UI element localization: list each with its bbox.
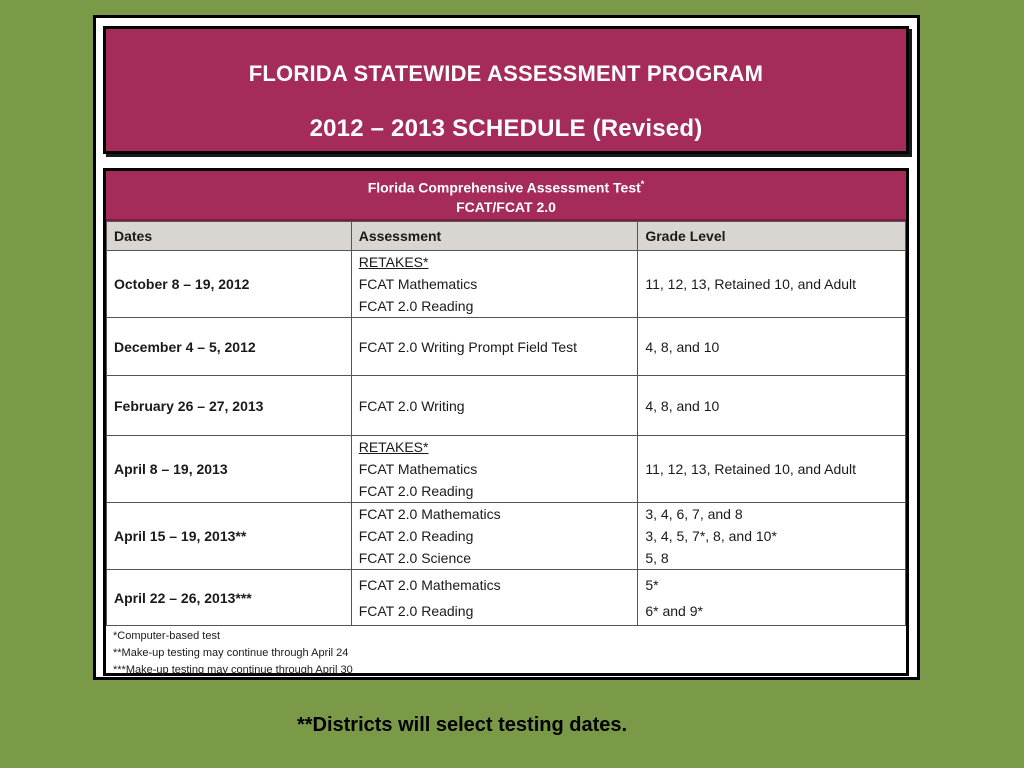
- column-header-dates: Dates: [107, 222, 352, 251]
- assessment-line: FCAT Mathematics: [358, 276, 478, 292]
- footnote: ***Make-up testing may continue through April 30: [113, 664, 353, 676]
- assessment-line: FCAT 2.0 Science: [358, 550, 472, 566]
- grade-cell: [638, 436, 906, 503]
- assessment-line: FCAT 2.0 Mathematics: [358, 506, 501, 522]
- grade-line: 6* and 9*: [645, 602, 703, 619]
- footnote: **Make-up testing may continue through April 24: [113, 647, 349, 659]
- date-cell: October 8 – 19, 2012: [107, 251, 352, 318]
- assessment-cell: [351, 251, 638, 318]
- grade-line: 4, 8, and 10: [645, 397, 720, 414]
- date-cell: April 22 – 26, 2013***: [107, 570, 352, 626]
- assessment-line: FCAT 2.0 Reading: [358, 528, 474, 544]
- banner-subtitle: 2012 – 2013 SCHEDULE (Revised): [309, 115, 703, 142]
- assessment-cell: [351, 503, 638, 570]
- grade-cell: [638, 251, 906, 318]
- grade-cell: [638, 376, 906, 436]
- grade-line: 5*: [645, 576, 659, 593]
- assessment-line: FCAT 2.0 Reading: [358, 602, 474, 619]
- table-row: [107, 503, 906, 570]
- assessment-line: FCAT 2.0 Writing Prompt Field Test: [358, 338, 578, 355]
- table-title-line2: FCAT/FCAT 2.0: [456, 199, 556, 215]
- assessment-cell: [351, 570, 638, 626]
- schedule-table-container: [103, 168, 909, 676]
- schedule-table: [106, 221, 906, 626]
- districts-note: **Districts will select testing dates.: [296, 714, 628, 736]
- table-title-footnote-mark: *: [640, 179, 645, 189]
- grade-line: 3, 4, 5, 7*, 8, and 10*: [645, 528, 777, 544]
- assessment-cell: [351, 376, 638, 436]
- assessment-line: FCAT 2.0 Reading: [358, 298, 474, 314]
- grade-line: 3, 4, 6, 7, and 8: [645, 506, 743, 522]
- grade-cell: [638, 570, 906, 626]
- column-header-grade-level: Grade Level: [638, 222, 906, 251]
- grade-line: 11, 12, 13, Retained 10, and Adult: [645, 461, 857, 477]
- grade-cell: [638, 503, 906, 570]
- table-row: [107, 436, 906, 503]
- footnote: *Computer-based test: [113, 630, 220, 642]
- assessment-line: FCAT 2.0 Writing: [358, 397, 465, 414]
- assessment-line: RETAKES*: [358, 254, 429, 270]
- table-row: [107, 570, 906, 626]
- grade-line: 11, 12, 13, Retained 10, and Adult: [645, 276, 857, 292]
- date-cell: April 8 – 19, 2013: [107, 436, 352, 503]
- banner-title: FLORIDA STATEWIDE ASSESSMENT PROGRAM: [248, 61, 764, 86]
- table-title-line1: Florida Comprehensive Assessment Test: [367, 179, 641, 196]
- title-banner: [103, 26, 909, 154]
- schedule-document: [93, 15, 920, 680]
- footnotes: [106, 624, 906, 676]
- date-cell: April 15 – 19, 2013**: [107, 503, 352, 570]
- assessment-cell: [351, 436, 638, 503]
- table-header-row: [107, 222, 906, 251]
- assessment-line: FCAT 2.0 Reading: [358, 483, 474, 499]
- column-header-assessment: Assessment: [351, 222, 638, 251]
- table-title: [106, 171, 906, 221]
- date-cell: February 26 – 27, 2013: [107, 376, 352, 436]
- grade-line: 4, 8, and 10: [645, 338, 720, 355]
- table-row: [107, 318, 906, 376]
- grade-cell: [638, 318, 906, 376]
- assessment-line: FCAT 2.0 Mathematics: [358, 576, 501, 593]
- table-row: [107, 251, 906, 318]
- table-row: [107, 376, 906, 436]
- assessment-cell: [351, 318, 638, 376]
- date-cell: December 4 – 5, 2012: [107, 318, 352, 376]
- assessment-line: RETAKES*: [358, 439, 429, 455]
- assessment-line: FCAT Mathematics: [358, 461, 478, 477]
- grade-line: 5, 8: [645, 550, 669, 566]
